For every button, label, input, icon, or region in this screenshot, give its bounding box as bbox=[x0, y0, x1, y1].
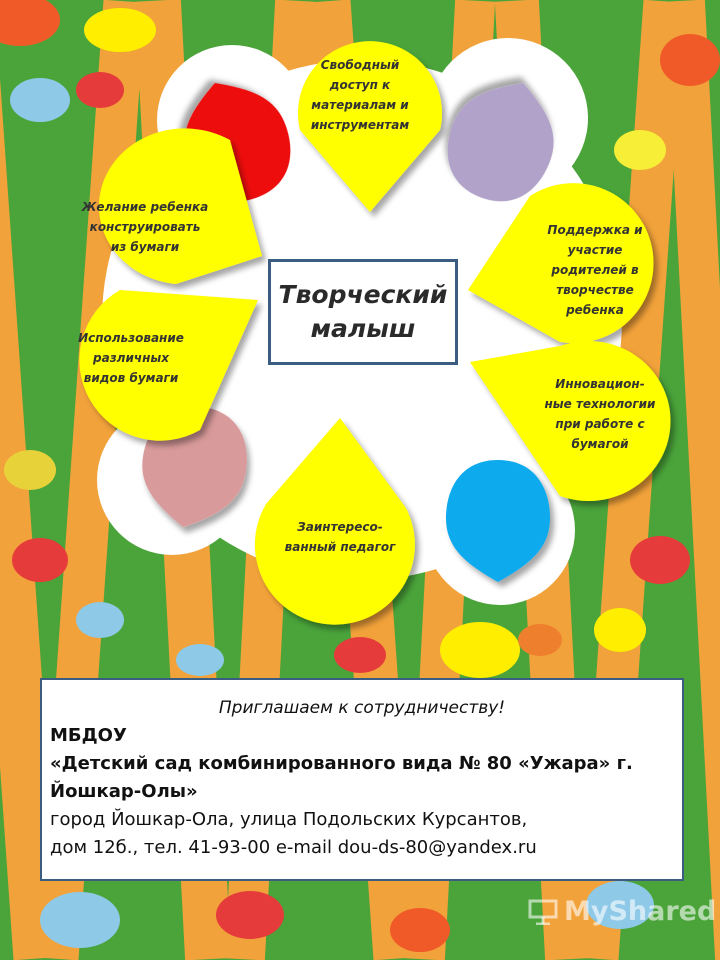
petal-parent-support-text: Поддержка и участие родителей в творчестве ребенка bbox=[547, 223, 643, 317]
center-title-box bbox=[268, 259, 458, 365]
petal-paper-types-text: Использование различных видов бумаги bbox=[78, 331, 184, 385]
petal-innovations-text: Инновацион- ные технологии при работе с бумагой bbox=[544, 377, 656, 451]
invitation-heading: Приглашаем к сотрудничеству! bbox=[218, 698, 506, 718]
watermark-text: MyShared bbox=[564, 896, 717, 927]
petal-free-access-text: Свободный доступ к материалам и инструментам bbox=[310, 58, 410, 132]
presentation-board-icon bbox=[528, 899, 558, 925]
info-box bbox=[40, 678, 684, 881]
address-line1: город Йошкар-Ола, улица Подольских Курсантов, bbox=[50, 809, 528, 830]
org-type: МБДОУ bbox=[50, 725, 127, 746]
org-name-line1: «Детский сад комбинированного вида № 80 «Ужара» г. bbox=[50, 753, 633, 774]
petal-teacher-text: Заинтересо- ванный педагог bbox=[284, 520, 396, 554]
org-name-line2: Йошкар-Олы» bbox=[50, 781, 198, 802]
center-title: Творческий малыш bbox=[278, 280, 448, 343]
watermark bbox=[528, 896, 716, 927]
petal-child-desire-text: Желание ребенка конструировать из бумаги bbox=[81, 200, 209, 254]
address-line2: дом 12б., тел. 41-93-00 e-mail dou-ds-80@yandex.ru bbox=[50, 837, 537, 858]
